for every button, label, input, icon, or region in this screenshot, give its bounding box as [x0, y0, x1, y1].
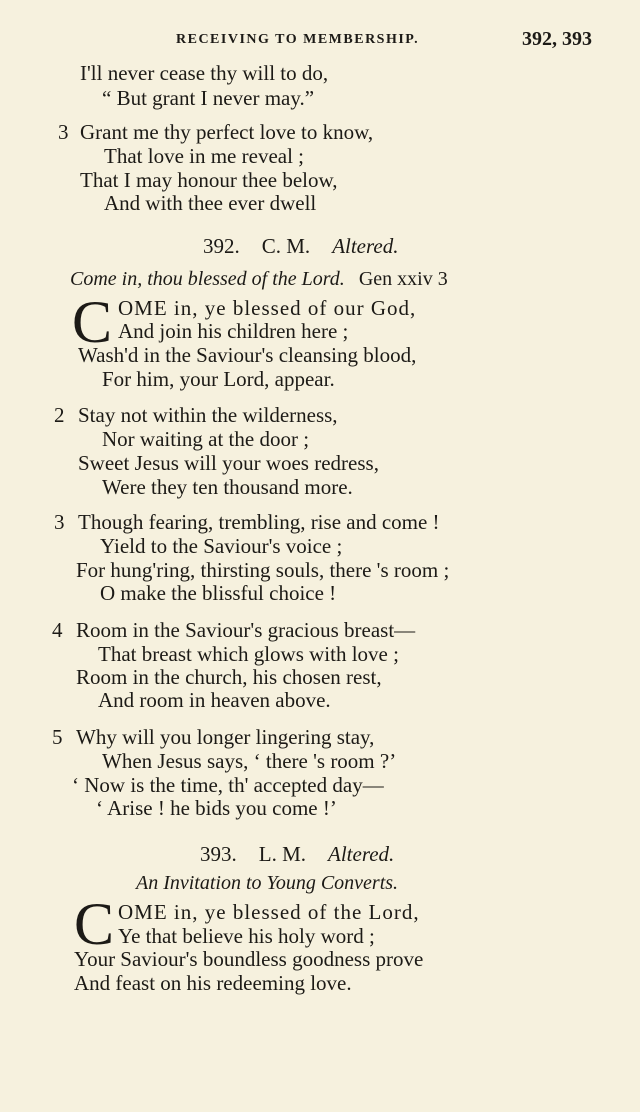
hymn-number: 392.: [203, 234, 240, 258]
verse-line: Were they ten thousand more.: [102, 475, 353, 499]
hymn-subtitle: [136, 873, 398, 893]
hymn-number: 393.: [200, 842, 237, 866]
verse-line: Grant me thy perfect love to know,: [80, 120, 374, 144]
verse-line: O make the blissful choice !: [100, 581, 337, 605]
verse-line: “ But grant I never may.”: [102, 86, 315, 110]
verse-line: OME in, ye blessed of our God,: [118, 296, 417, 320]
drop-cap: C: [72, 289, 113, 355]
verse-line: Ye that believe his holy word ;: [118, 924, 375, 948]
verse-line: For hung'ring, thirsting souls, there 's room ;: [76, 558, 450, 582]
verse-line: Though fearing, trembling, rise and come !: [78, 510, 440, 534]
verse-line: Yield to the Saviour's voice ;: [100, 534, 343, 558]
verse-line: Wash'd in the Saviour's cleansing blood,: [78, 343, 417, 367]
verse-line: That I may honour thee below,: [80, 168, 338, 192]
hymn-subtitle: [70, 269, 448, 289]
verse-line: Room in the Saviour's gracious breast—: [76, 618, 416, 642]
verse-line: ‘ Now is the time, th' accepted day—: [72, 773, 384, 797]
stanza-number: 2: [54, 403, 65, 427]
running-head: RECEIVING TO MEMBERSHIP.: [176, 32, 420, 47]
page-number: 392, 393: [522, 28, 592, 50]
verse-line: ‘ Arise ! he bids you come !’: [96, 796, 337, 820]
verse-line: Sweet Jesus will your woes redress,: [78, 451, 379, 475]
hymn-altered: Altered.: [332, 234, 399, 258]
hymn-heading: [200, 844, 394, 865]
stanza-number: 4: [52, 618, 63, 642]
verse-line: Stay not within the wilderness,: [78, 403, 338, 427]
verse-line: And with thee ever dwell: [104, 191, 317, 215]
verse-line: Your Saviour's boundless goodness prove: [74, 947, 424, 971]
verse-line: And feast on his redeeming love.: [74, 971, 352, 995]
verse-line: I'll never cease thy will to do,: [80, 61, 329, 85]
hymn-meter: L. M.: [258, 842, 306, 866]
verse-line: Room in the church, his chosen rest,: [76, 665, 382, 689]
drop-cap: C: [74, 891, 115, 957]
subtitle-text: An Invitation to Young Converts.: [136, 872, 399, 894]
verse-line: OME in, ye blessed of the Lord,: [118, 900, 420, 924]
verse-line: That breast which glows with love ;: [98, 642, 399, 666]
stanza-number: 3: [58, 120, 69, 144]
verse-line: Why will you longer lingering stay,: [76, 725, 375, 749]
hymn-heading: [203, 236, 398, 257]
verse-line: And join his children here ;: [118, 319, 349, 343]
verse-line: Nor waiting at the door ;: [102, 427, 310, 451]
stanza-number: 3: [54, 510, 65, 534]
verse-line: For him, your Lord, appear.: [102, 367, 335, 391]
verse-line: And room in heaven above.: [98, 688, 331, 712]
stanza-number: 5: [52, 725, 63, 749]
hymn-meter: C. M.: [261, 234, 311, 258]
subtitle-text: Come in, thou blessed of the Lord.: [70, 268, 345, 290]
hymn-altered: Altered.: [328, 842, 395, 866]
verse-line: When Jesus says, ‘ there 's room ?’: [102, 749, 397, 773]
verse-line: That love in me reveal ;: [104, 144, 305, 168]
scripture-reference: Gen xxiv 3: [358, 268, 448, 290]
